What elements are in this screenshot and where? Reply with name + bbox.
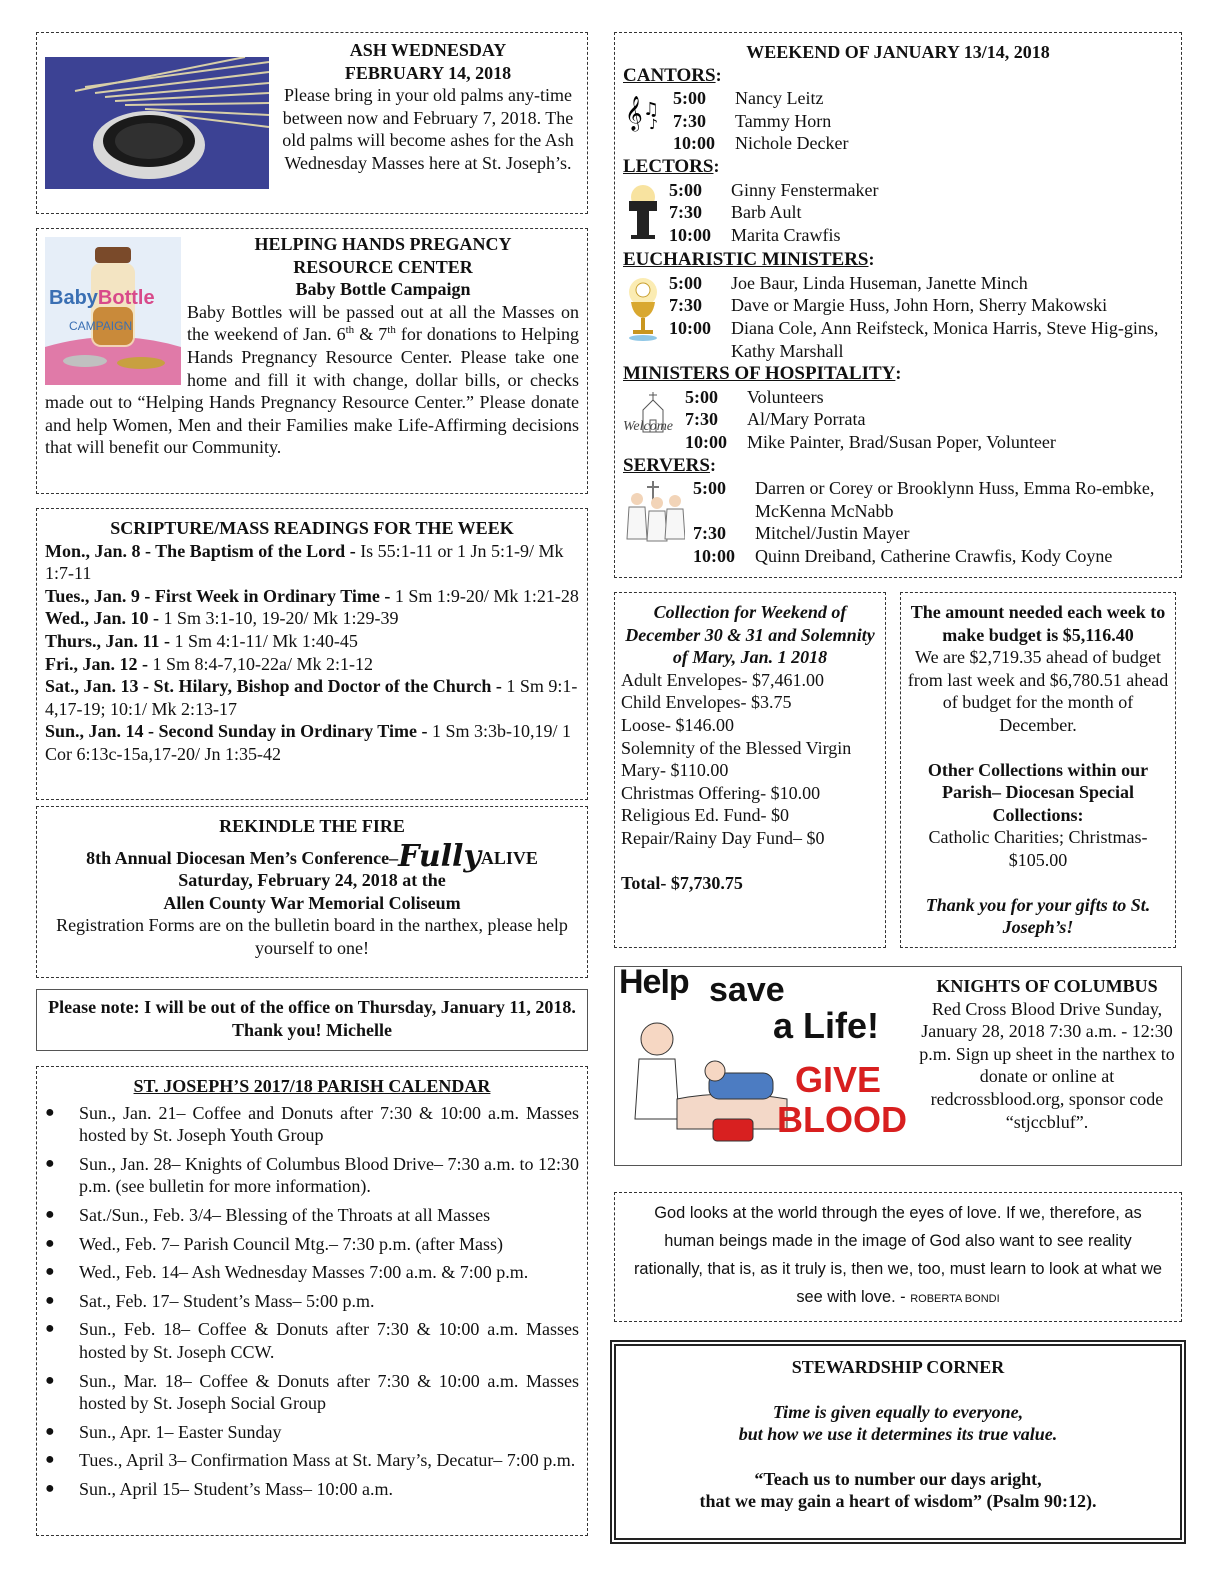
mass-time: 7:30 bbox=[685, 409, 718, 430]
mass-time: 5:00 bbox=[673, 88, 706, 109]
collection-line: Adult Envelopes- $7,461.00 bbox=[621, 669, 824, 690]
reading-item: Fri., Jan. 12 - 1 Sm 8:4-7,10-22a/ Mk 2:1-12 bbox=[45, 653, 373, 674]
collection-line: Repair/Rainy Day Fund– $0 bbox=[621, 827, 825, 848]
minister-names: Darren or Corey or Brooklynn Huss, Emma Ro-embke, McKenna McNabb bbox=[755, 478, 1155, 521]
rekindle-title: REKINDLE THE FIRE bbox=[219, 816, 405, 836]
minister-names: Volunteers bbox=[747, 386, 824, 407]
stewardship-line4: that we may gain a heart of wisdom” (Psalm 90:12). bbox=[699, 1491, 1097, 1512]
collection-line: Loose- $146.00 bbox=[621, 714, 734, 735]
welcome-script: Welcome bbox=[623, 418, 674, 434]
chalice-icon bbox=[623, 272, 669, 362]
ash-wednesday-box bbox=[36, 32, 588, 214]
stewardship-title: STEWARDSHIP CORNER bbox=[791, 1357, 1005, 1377]
helping-subtitle: Baby Bottle Campaign bbox=[295, 279, 471, 300]
servers-row bbox=[693, 522, 1173, 545]
bullet-icon: ● bbox=[45, 1205, 55, 1223]
rekindle-box bbox=[36, 806, 588, 978]
altar-servers-icon bbox=[623, 477, 693, 567]
rekindle-line1: 8th Annual Diocesan Men’s Conference–FullyALIVE bbox=[86, 838, 538, 874]
stewardship-box bbox=[610, 1340, 1186, 1544]
reading-item: Mon., Jan. 8 - The Baptism of the Lord - Is 55:1-11 or 1 Jn 5:1-9/ Mk 1:7-11 bbox=[45, 540, 564, 584]
ash-bowl-image bbox=[45, 57, 269, 189]
knights-body: Red Cross Blood Drive Sunday, January 28, 2018 7:30 a.m. - 12:30 p.m. Sign up sheet in the narthex to donate or online at redcrossblood.org, sponsor code “stjccbluf”. bbox=[919, 998, 1175, 1132]
minister-names: Nichole Decker bbox=[735, 133, 849, 154]
svg-text:♪: ♪ bbox=[649, 117, 658, 134]
minister-names: Dave or Margie Huss, John Horn, Sherry Makowski bbox=[731, 295, 1108, 316]
welcome-church-icon bbox=[623, 386, 685, 454]
mass-time: 10:00 bbox=[669, 317, 711, 338]
cantors-section: CANTORS: 𝄞 ♫ ♪ 5:00 Nancy Leitz 7:30 Tammy Horn 10:00 Nichole Decker bbox=[623, 64, 1173, 155]
bullet-icon: ● bbox=[45, 1234, 55, 1252]
reading-item: Tues., Jan. 9 - First Week in Ordinary Time - 1 Sm 1:9-20/ Mk 1:21-28 bbox=[45, 585, 579, 606]
ash-title-1: ASH WEDNESDAY bbox=[349, 40, 507, 60]
lectors-row bbox=[669, 224, 1173, 247]
hospitality-row bbox=[685, 408, 1173, 431]
ash-body: Please bring in your old palms any-time between now and February 7, 2018. The old palms will become ashes for the Ash Wednesday Masses here at St. Joseph’s. bbox=[282, 85, 574, 173]
calendar-item: ● Wed., Feb. 7– Parish Council Mtg.– 7:30 p.m. (after Mass) bbox=[45, 1233, 504, 1254]
budget-thanks: Thank you for your gifts to St. Joseph’s! bbox=[925, 894, 1151, 938]
minister-names: Al/Mary Porrata bbox=[747, 409, 866, 430]
baby-bottle-logo-1: Baby bbox=[49, 287, 98, 309]
parish-calendar-box bbox=[36, 1066, 588, 1536]
rekindle-line2: Saturday, February 24, 2018 at the bbox=[178, 870, 446, 891]
budget-other-body: Catholic Charities; Christmas- $105.00 bbox=[928, 827, 1148, 870]
reading-item: Sat., Jan. 13 - St. Hilary, Bishop and Doctor of the Church - 1 Sm 9:1-4,17-19; 10:1/ Mk 2:13-17 bbox=[45, 676, 578, 719]
eucharistic-row bbox=[669, 294, 1173, 317]
calendar-title: ST. JOSEPH’S 2017/18 PARISH CALENDAR bbox=[133, 1076, 491, 1096]
bullet-icon: ● bbox=[45, 1479, 55, 1497]
calendar-item: ● Sun., Jan. 28– Knights of Columbus Blood Drive– 7:30 a.m. to 12:30 p.m. (see bulletin for more information). bbox=[45, 1153, 580, 1197]
bullet-icon: ● bbox=[45, 1291, 55, 1309]
stewardship-line2: but how we use it determines its true value. bbox=[738, 1424, 1058, 1445]
calendar-item: ● Tues., April 3– Confirmation Mass at St. Mary’s, Decatur– 7:00 p.m. bbox=[45, 1450, 576, 1471]
mass-time: 7:30 bbox=[669, 295, 702, 316]
bullet-icon: ● bbox=[45, 1103, 55, 1121]
quote-box bbox=[614, 1192, 1182, 1322]
minister-names: Mike Painter, Brad/Susan Poper, Volunteer bbox=[747, 431, 1056, 452]
hospitality-section: MINISTERS OF HOSPITALITY: Welcome 5:00 Volunteers 7:30 Al/Mary Porrata 10:00 Mike Painter, Brad/Susan Poper, Volunteer bbox=[623, 362, 1173, 453]
calendar-item: ● Sat./Sun., Feb. 3/4– Blessing of the Throats at all Masses bbox=[45, 1204, 491, 1225]
lectors-head: LECTORS bbox=[623, 155, 714, 177]
reading-item: Sun., Jan. 14 - Second Sunday in Ordinary Time - 1 Sm 3:3b-10,19/ 1 Cor 6:13c-15a,17-20/ Jn 1:35-42 bbox=[45, 721, 571, 764]
help-word: Help bbox=[619, 969, 689, 1001]
hospitality-row bbox=[685, 386, 1173, 409]
mass-time: 10:00 bbox=[685, 431, 727, 452]
collection-box bbox=[614, 592, 886, 948]
baby-bottle-logo-3: CAMPAIGN bbox=[69, 319, 133, 333]
calendar-item: ● Sun., April 15– Student’s Mass– 10:00 a.m. bbox=[45, 1478, 394, 1499]
eucharistic-section: EUCHARISTIC MINISTERS: 5:00 Joe Baur, Linda Huseman, Janette Minch 7:30 Dave or Margie Huss, John Horn, Sherry Makowski 10:00 Diana Cole, Ann Reifsteck, Monica Harris, Steve Hig-gins, Kathy Marshall bbox=[623, 248, 1173, 362]
minister-names: Tammy Horn bbox=[735, 110, 832, 131]
svg-text:♫: ♫ bbox=[643, 99, 660, 121]
bullet-icon: ● bbox=[45, 1320, 55, 1338]
budget-other-head: Other Collections within our Parish– Diocesan Special Collections: bbox=[927, 759, 1149, 825]
lectors-row bbox=[669, 179, 1173, 202]
minister-names: Diana Cole, Ann Reifsteck, Monica Harris, Steve Hig-gins, Kathy Marshall bbox=[731, 317, 1159, 361]
baby-bottle-image bbox=[45, 237, 181, 385]
give-word: GIVE bbox=[795, 1059, 882, 1100]
collection-title: Collection for Weekend of December 30 & 31 and Solemnity of Mary, Jan. 1 2018 bbox=[625, 602, 875, 668]
give-blood-image bbox=[617, 969, 913, 1163]
bullet-icon: ● bbox=[45, 1451, 55, 1469]
mass-time: 7:30 bbox=[673, 110, 706, 131]
minister-names: Marita Crawfis bbox=[731, 224, 841, 245]
servers-row bbox=[693, 545, 1173, 568]
budget-head: The amount needed each week to make budget is $5,116.40 bbox=[910, 602, 1166, 645]
blood-word: BLOOD bbox=[777, 1099, 907, 1140]
knights-title: KNIGHTS OF COLUMBUS bbox=[936, 976, 1158, 996]
helping-title-1: HELPING HANDS PREGANCY bbox=[254, 234, 512, 254]
budget-box bbox=[900, 592, 1176, 948]
collection-lines bbox=[621, 669, 879, 850]
servers-section: SERVERS: 5:00 Darren or Corey or Brooklynn Huss, Emma Ro-embke, McKenna McNabb 7:30 Mitchel/Justin Mayer 10:00 Quinn Dreiband, Catherine Crawfis, Kody Coyne bbox=[623, 454, 1173, 568]
mass-time: 7:30 bbox=[693, 523, 726, 544]
mass-time: 7:30 bbox=[669, 202, 702, 223]
helping-title-2: RESOURCE CENTER bbox=[293, 256, 473, 277]
music-notes-icon bbox=[623, 87, 673, 155]
readings-box bbox=[36, 508, 588, 800]
blood-drive-box bbox=[614, 966, 1182, 1166]
collection-total: Total- $7,730.75 bbox=[621, 872, 743, 893]
servers-row bbox=[693, 477, 1173, 522]
mass-time: 5:00 bbox=[685, 386, 718, 407]
collection-line: Solemnity of the Blessed Virgin Mary- $110.00 bbox=[621, 737, 852, 781]
baby-bottle-logo-2: Bottle bbox=[97, 287, 155, 309]
ash-title-2: FEBRUARY 14, 2018 bbox=[344, 62, 512, 83]
calendar-item: ● Sun., Apr. 1– Easter Sunday bbox=[45, 1421, 282, 1442]
calendar-item: ● Sun., Mar. 18– Coffee & Donuts after 7:30 & 10:00 a.m. Masses hosted by St. Joseph Social Group bbox=[45, 1370, 579, 1414]
a-life-word: a Life! bbox=[773, 1005, 880, 1046]
servers-head: SERVERS bbox=[623, 454, 710, 476]
cantors-head: CANTORS bbox=[623, 64, 716, 86]
minister-names: Nancy Leitz bbox=[735, 88, 824, 109]
mass-time: 10:00 bbox=[693, 545, 735, 566]
readings-title: SCRIPTURE/MASS READINGS FOR THE WEEK bbox=[110, 518, 514, 538]
bullet-icon: ● bbox=[45, 1263, 55, 1281]
reading-item: Wed., Jan. 10 - 1 Sm 3:1-10, 19-20/ Mk 1:29-39 bbox=[45, 608, 399, 629]
mass-time: 5:00 bbox=[669, 179, 702, 200]
lectors-row bbox=[669, 201, 1173, 224]
cantors-row bbox=[673, 132, 1173, 155]
quote-text: God looks at the world through the eyes of love. If we, therefore, as human beings made in the image of God also want to see reality rationally, that is, as it truly is, then we, too, must learn to look at what we see with love. - bbox=[633, 1204, 1163, 1306]
helping-body: Baby Bottles will be passed out at all the Masses on the weekend of Jan. 6th & 7th for donations to Helping Hands Pregnancy Resource Center. Please take one home and fill it with change, dollar bills, or checks made out to “Helping Hands Pregnancy Resource Center.” Please donate and help Women, Men and their Families make Life-Affirming decisions that will benefit our Community. bbox=[45, 301, 579, 458]
stewardship-line3: “Teach us to number our days aright, bbox=[754, 1468, 1042, 1489]
svg-text:𝄞: 𝄞 bbox=[625, 96, 643, 132]
eucharistic-head: EUCHARISTIC MINISTERS bbox=[623, 249, 869, 271]
calendar-item: ● Sat., Feb. 17– Student’s Mass– 5:00 p.m. bbox=[45, 1290, 375, 1311]
mass-time: 10:00 bbox=[673, 133, 715, 154]
rekindle-line3: Allen County War Memorial Coliseum bbox=[163, 892, 461, 913]
readings-list bbox=[45, 540, 579, 766]
minister-names: Quinn Dreiband, Catherine Crawfis, Kody Coyne bbox=[755, 545, 1113, 566]
weekend-title: WEEKEND OF JANUARY 13/14, 2018 bbox=[746, 42, 1050, 62]
eucharistic-row bbox=[669, 272, 1173, 295]
helping-hands-box bbox=[36, 228, 588, 494]
note-label: Please note bbox=[48, 997, 134, 1017]
calendar-item: ● Sun., Jan. 21– Coffee and Donuts after 7:30 & 10:00 a.m. Masses hosted by St. Joseph Youth Group bbox=[45, 1102, 579, 1146]
note-text: : I will be out of the office on Thursday, January 11, 2018. Thank you! Michelle bbox=[133, 997, 576, 1040]
cantors-row bbox=[673, 87, 1173, 110]
collection-line: Religious Ed. Fund- $0 bbox=[621, 805, 790, 826]
lectors-section: LECTORS: 5:00 Ginny Fenstermaker 7:30 Barb Ault 10:00 Marita Crawfis bbox=[623, 155, 1173, 248]
rekindle-line4: Registration Forms are on the bulletin board in the narthex, please help yourself to one! bbox=[56, 915, 568, 958]
calendar-list bbox=[45, 1102, 579, 1501]
collection-line: Child Envelopes- $3.75 bbox=[621, 692, 792, 713]
weekend-ministries-box bbox=[614, 32, 1182, 578]
budget-body: We are $2,719.35 ahead of budget from last week and $6,780.51 ahead of budget for the month of December. bbox=[907, 647, 1169, 735]
quote-author: ROBERTA BONDI bbox=[910, 1293, 1000, 1305]
office-note-box bbox=[36, 989, 588, 1051]
calendar-item: ● Sun., Feb. 18– Coffee & Donuts after 7:30 & 10:00 a.m. Masses hosted by St. Joseph CCW. bbox=[45, 1319, 579, 1362]
mass-time: 10:00 bbox=[669, 224, 711, 245]
bullet-icon: ● bbox=[45, 1371, 55, 1389]
bullet-icon: ● bbox=[45, 1154, 55, 1172]
fully-script: Fully bbox=[398, 838, 481, 874]
hospitality-head: MINISTERS OF HOSPITALITY bbox=[623, 363, 896, 385]
minister-names: Barb Ault bbox=[731, 202, 802, 223]
stewardship-line1: Time is given equally to everyone, bbox=[772, 1401, 1024, 1422]
minister-names: Joe Baur, Linda Huseman, Janette Minch bbox=[731, 272, 1028, 293]
cantors-row bbox=[673, 110, 1173, 133]
eucharistic-row bbox=[669, 317, 1173, 362]
minister-names: Ginny Fenstermaker bbox=[731, 179, 879, 200]
collection-line: Christmas Offering- $10.00 bbox=[621, 782, 821, 803]
minister-names: Mitchel/Justin Mayer bbox=[755, 523, 910, 544]
lectern-icon bbox=[623, 179, 669, 249]
mass-time: 5:00 bbox=[693, 478, 726, 499]
hospitality-row bbox=[685, 431, 1173, 454]
calendar-item: ● Wed., Feb. 14– Ash Wednesday Masses 7:00 a.m. & 7:00 p.m. bbox=[45, 1262, 529, 1283]
mass-time: 5:00 bbox=[669, 272, 702, 293]
bullet-icon: ● bbox=[45, 1422, 55, 1440]
reading-item: Thurs., Jan. 11 - 1 Sm 4:1-11/ Mk 1:40-45 bbox=[45, 630, 358, 651]
save-word: save bbox=[709, 971, 785, 1009]
